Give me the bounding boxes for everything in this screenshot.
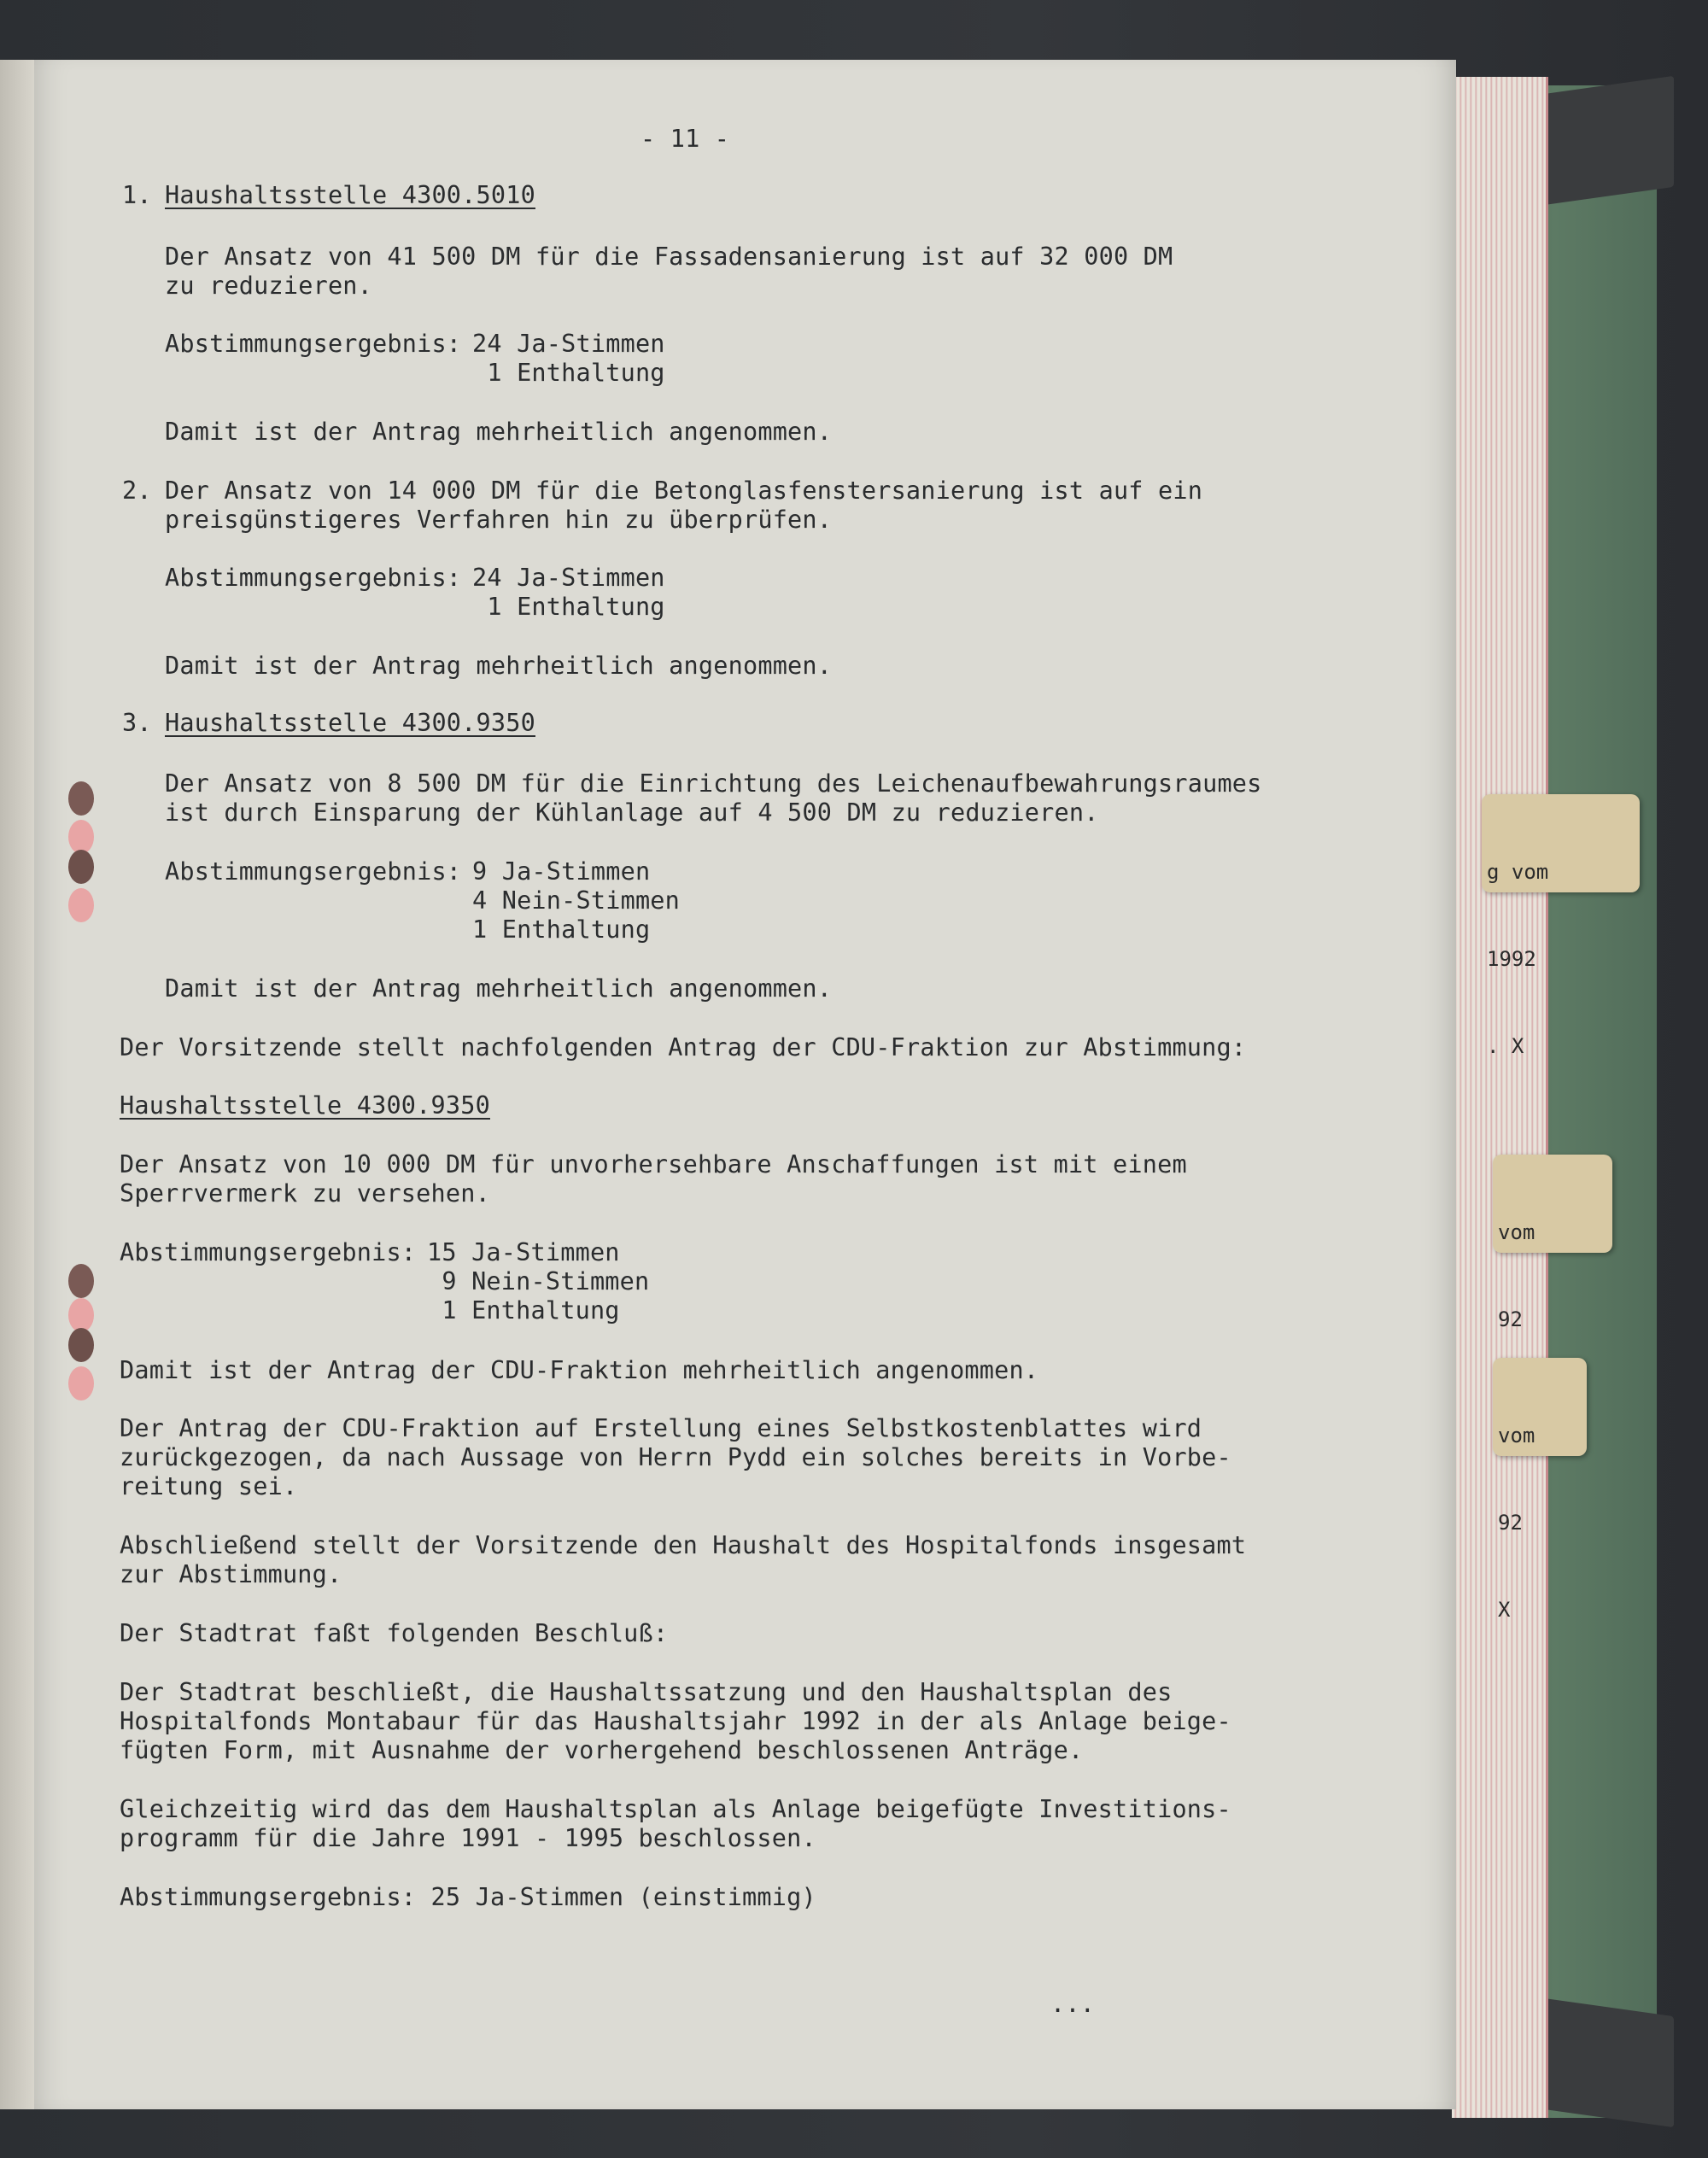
item-2-vote-line: 1 Enthaltung	[472, 593, 665, 621]
punch-hole	[68, 781, 94, 816]
item-3-result: Damit ist der Antrag mehrheitlich angenommen.	[165, 974, 833, 1003]
investment-line: Gleichzeitig wird das dem Haushaltsplan als Anlage beigefügte Investitions-	[120, 1795, 1231, 1823]
item-1-heading: Haushaltsstelle 4300.5010	[165, 181, 535, 209]
punch-hole	[68, 850, 94, 884]
cdu-vote-label: Abstimmungsergebnis:	[120, 1238, 417, 1266]
item-2-body-line: Der Ansatz von 14 000 DM für die Betonglasfenstersanierung ist auf ein	[165, 477, 1203, 505]
punch-hole	[68, 1298, 94, 1332]
index-tab-3	[1493, 1358, 1587, 1622]
index-tab-2	[1493, 1155, 1612, 1331]
item-3-heading: Haushaltsstelle 4300.9350	[165, 709, 535, 737]
item-1-result: Damit ist der Antrag mehrheitlich angenommen.	[165, 418, 833, 446]
page-number: - 11 -	[640, 125, 730, 153]
final-intro-line: zur Abstimmung.	[120, 1560, 342, 1588]
item-1-vote-label: Abstimmungsergebnis:	[165, 330, 462, 358]
withdrawn-line: Der Antrag der CDU-Fraktion auf Erstellung eines Selbstkostenblattes wird	[120, 1414, 1202, 1442]
index-tab-1-line: 1992	[1487, 947, 1536, 971]
item-3-vote-line: 4 Nein-Stimmen	[472, 886, 681, 915]
punch-hole	[68, 820, 94, 854]
index-tab-3-line: X	[1498, 1598, 1511, 1622]
decision-intro: Der Stadtrat faßt folgenden Beschluß:	[120, 1619, 669, 1647]
decision-line: Hospitalfonds Montabaur für das Haushaltsjahr 1992 in der als Anlage beige-	[120, 1707, 1231, 1735]
binder-corner-bottom	[1537, 1997, 1674, 2127]
item-1-number: 1.	[122, 181, 152, 209]
cdu-result: Damit ist der Antrag der CDU-Fraktion mehrheitlich angenommen.	[120, 1356, 1039, 1384]
item-1-body-line: Der Ansatz von 41 500 DM für die Fassadensanierung ist auf 32 000 DM	[165, 243, 1173, 271]
investment-line: programm für die Jahre 1991 - 1995 beschlossen.	[120, 1824, 816, 1852]
item-3-number: 3.	[122, 709, 152, 737]
punch-hole	[68, 1328, 94, 1362]
cdu-vote-line: 9 Nein-Stimmen	[427, 1267, 650, 1295]
cdu-body-line: Sperrvermerk zu versehen.	[120, 1179, 490, 1208]
index-tab-2-line: vom	[1498, 1220, 1535, 1244]
withdrawn-line: reitung sei.	[120, 1472, 298, 1500]
continuation-marker: ...	[1050, 1990, 1096, 2018]
withdrawn-line: zurückgezogen, da nach Aussage von Herrn Pydd ein solches bereits in Vorbe-	[120, 1443, 1231, 1471]
item-1-body-line: zu reduzieren.	[165, 272, 373, 300]
item-3-vote-label: Abstimmungsergebnis:	[165, 857, 462, 886]
index-tab-1-line: g vom	[1487, 860, 1549, 884]
cdu-vote-line: 1 Enthaltung	[427, 1296, 620, 1325]
item-2-body-line: preisgünstigeres Verfahren hin zu überprüfen.	[165, 506, 833, 534]
punch-hole	[68, 1264, 94, 1298]
punch-hole	[68, 1366, 94, 1401]
punch-hole	[68, 888, 94, 922]
index-tab-3-line: vom	[1498, 1424, 1535, 1447]
item-2-vote-label: Abstimmungsergebnis:	[165, 564, 462, 592]
index-tab-2-line: 92	[1498, 1307, 1523, 1331]
item-3-body-line: ist durch Einsparung der Kühlanlage auf 4 500 DM zu reduzieren.	[165, 798, 1099, 827]
item-3-vote-line: 9 Ja-Stimmen	[472, 857, 651, 886]
item-2-result: Damit ist der Antrag mehrheitlich angenommen.	[165, 652, 833, 680]
decision-line: fügten Form, mit Ausnahme der vorhergehend beschlossenen Anträge.	[120, 1736, 1084, 1764]
item-2-vote-line: 24 Ja-Stimmen	[472, 564, 665, 592]
final-vote: Abstimmungsergebnis: 25 Ja-Stimmen (einstimmig)	[120, 1883, 816, 1911]
cdu-body-line: Der Ansatz von 10 000 DM für unvorhersehbare Anschaffungen ist mit einem	[120, 1150, 1187, 1178]
index-tab-3-line: 92	[1498, 1511, 1523, 1535]
decision-line: Der Stadtrat beschließt, die Haushaltssatzung und den Haushaltsplan des	[120, 1678, 1173, 1706]
item-2-number: 2.	[122, 477, 152, 505]
index-tab-1-line: . X	[1487, 1034, 1524, 1058]
item-3-vote-line: 1 Enthaltung	[472, 915, 651, 944]
final-intro-line: Abschließend stellt der Vorsitzende den Haushalt des Hospitalfonds insgesamt	[120, 1531, 1247, 1559]
cdu-vote-line: 15 Ja-Stimmen	[427, 1238, 620, 1266]
item-3-body-line: Der Ansatz von 8 500 DM für die Einrichtung des Leichenaufbewahrungsraumes	[165, 769, 1262, 798]
cdu-intro: Der Vorsitzende stellt nachfolgenden Antrag der CDU-Fraktion zur Abstimmung:	[120, 1033, 1247, 1061]
binder-corner-top	[1537, 76, 1674, 206]
item-1-vote-line: 1 Enthaltung	[472, 359, 665, 387]
cdu-heading: Haushaltsstelle 4300.9350	[120, 1091, 490, 1120]
index-tab-1	[1482, 794, 1640, 1058]
item-1-vote-line: 24 Ja-Stimmen	[472, 330, 665, 358]
left-page-edge	[0, 60, 34, 2109]
